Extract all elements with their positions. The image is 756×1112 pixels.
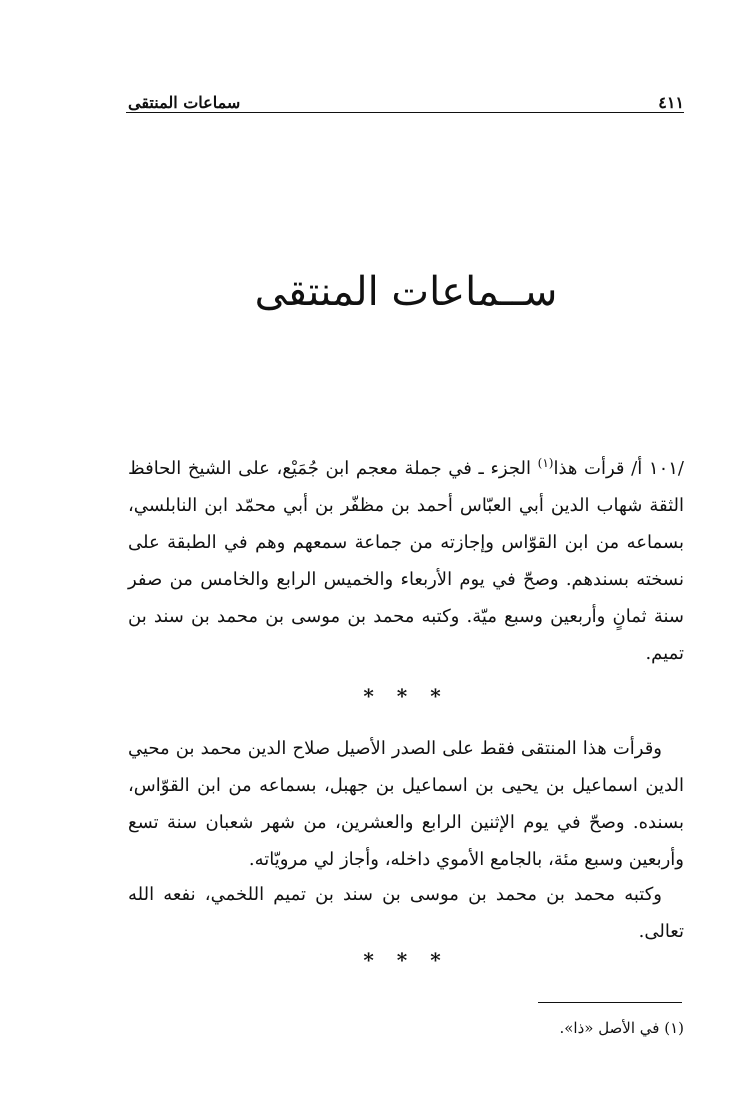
footnote-ref[interactable]: (١) [537,456,554,470]
paragraph-2 [128,730,684,878]
paragraph-3 [128,876,684,950]
section-separator: * * * [363,684,449,708]
folio-marker-text: /١٠١ أ/ قرأت هذا [553,458,684,479]
running-title: سماعات المنتقى [128,93,241,112]
chapter-title: ســماعات المنتقى [254,269,558,315]
paragraph-1 [128,450,684,672]
header-rule [126,112,684,113]
paragraph-3-text: وكتبه محمد بن محمد بن موسى بن سند بن تميم اللخمي، نفعه الله تعالى. [128,884,684,942]
paragraph-2-text: وقرأت هذا المنتقى فقط على الصدر الأصيل صلاح الدين محمد بن محيي الدين اسماعيل بن يحيى بن اسماعيل بن جهبل، بسماعه من ابن القوّاس، بسنده. وصحّ في يوم الإثنين الرابع والعشرين، من شهر شعبان سنة تسع وأربعين وسبع مئة، بالجامع الأموي داخله، وأجاز لي مرويّاته. [128,738,684,870]
page-number: ٤١١ [658,93,684,112]
paragraph-1-text: الجزء ـ في جملة معجم ابن جُمَيْع، على الشيخ الحافظ الثقة شهاب الدين أبي العبّاس أحمد بن مظفّر بن أبي محمّد ابن النابلسي، بسماعه من ابن القوّاس وإجازته من جماعة سمعهم وهم في الطبقة على نسخته بسندهم. وصحّ في يوم الأربعاء والخميس الرابع والخامس من صفر سنة ثمانٍ وأربعين وسبع ميّة. وكتبه محمد بن موسى بن محمد بن سند بن تميم. [128,458,684,664]
footnote: (١) في الأصل «ذا». [559,1019,684,1037]
section-separator: * * * [363,948,449,972]
footnote-rule [538,1002,682,1003]
running-head [128,86,684,112]
